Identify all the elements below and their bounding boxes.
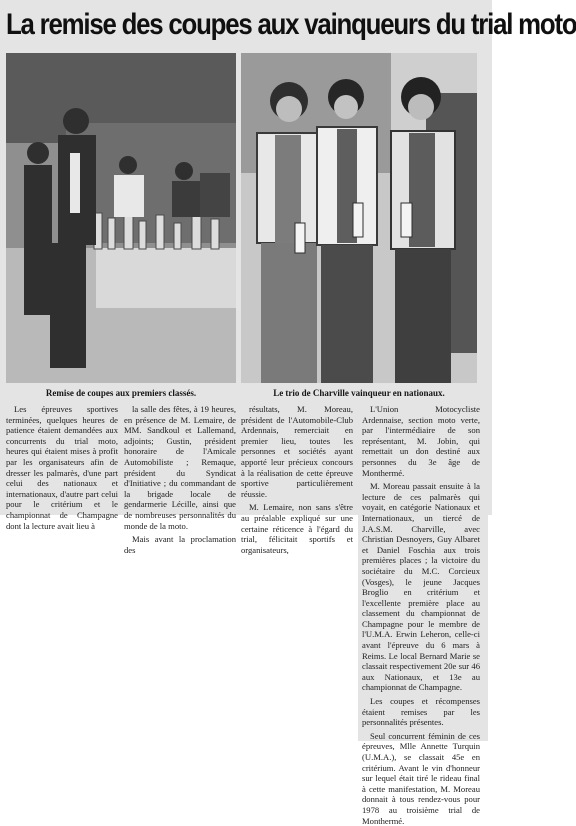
article-column xyxy=(6,404,118,531)
article-paragraph: M. Moreau passait ensuite à la lecture de ces palmarès qui voyait, en catégorie Nationaux et Internationaux, un tiercé de J.A.S.M. Charville, avec Christian Desnoyers, Guy Albaret et Daniel Foschia aux trois premières places ; la victoire du sociétaire du M.C. Corcieux (Vosges), le jeune Jacques Broglio en critérium et l'excellente première place au classement du championnat de Champagne pour le membre de l'U.M.A. Erwin Leheron, celle-ci avant l'épreuve du 6 mars à Reims. Le local Bernard Marie se classait respectivement 20e sur 46 aux Nationaux, et 13e au championnat de Champagne. xyxy=(362,481,480,693)
article-paragraph: Seul concurrent féminin de ces épreuves, Mlle Annette Turquin (U.M.A.), se classait 45e en critérium. Avant le vin d'honneur sur lequel était tiré le rideau final à cette manifestation, M. Moreau donnait à tous rendez-vous pour 1978 au troisième trial de Monthermé. xyxy=(362,730,480,826)
article-column xyxy=(124,404,236,555)
photo-trophy-ceremony xyxy=(6,53,236,383)
photo-caption: Le trio de Charville vainqueur en nationaux. xyxy=(273,388,445,398)
article-paragraph: M. Lemaire, non sans s'être au préalable expliqué sur une certaine réticence à l'égard du trial, félicitait sportifs et organisateurs, xyxy=(241,502,353,555)
article-paragraph: résultats, M. Moreau, président de l'Automobile-Club Ardennais, remerciait en premier lieu, toutes les personnes et sociétés ayant apporté leur précieux concours à la réalisation de cette épreuve sportive particulièrement réussie. xyxy=(241,404,353,499)
article-paragraph: L'Union Motocycliste Ardennaise, section moto verte, par l'intermédiaire de son représentant, M. Jobin, qui remettait un don destiné aux personnes du 3e âge de Monthermé. xyxy=(362,404,480,478)
article-paragraph: Les coupes et récompenses étaient remises par les personnalités présentes. xyxy=(362,696,480,728)
article-paragraph: Les épreuves sportives terminées, quelques heures de patience étaient demandées aux concurrents du trial moto, heures qui étaient mises à profit par les organisateurs afin de dresser les palmarès, d'une part celui des nationaux et internationaux, d'autre part celui pour le critérium et le championnat de Champagne dont la lecture avait lieu à xyxy=(6,404,118,531)
article-paragraph: la salle des fêtes, à 19 heures, en présence de M. Lemaire, de MM. Sandkoul et Lallemand, adjoints; Gustin, président honoraire de l'Amicale Automobiliste ; Remaque, président du Syndicat d'Initiative ; du commandant de la brigade locale de gendarmerie Lécille, ainsi que de nombreuses personnalités du monde de la moto. xyxy=(124,404,236,531)
article-paragraph: Mais avant la proclamation des xyxy=(124,534,236,555)
article-column xyxy=(362,404,480,826)
article-column xyxy=(241,404,353,555)
photo-charville-trio xyxy=(241,53,477,383)
article-headline: La remise des coupes aux vainqueurs du trial moto xyxy=(6,8,576,41)
photo-caption: Remise de coupes aux premiers classés. xyxy=(45,388,197,398)
